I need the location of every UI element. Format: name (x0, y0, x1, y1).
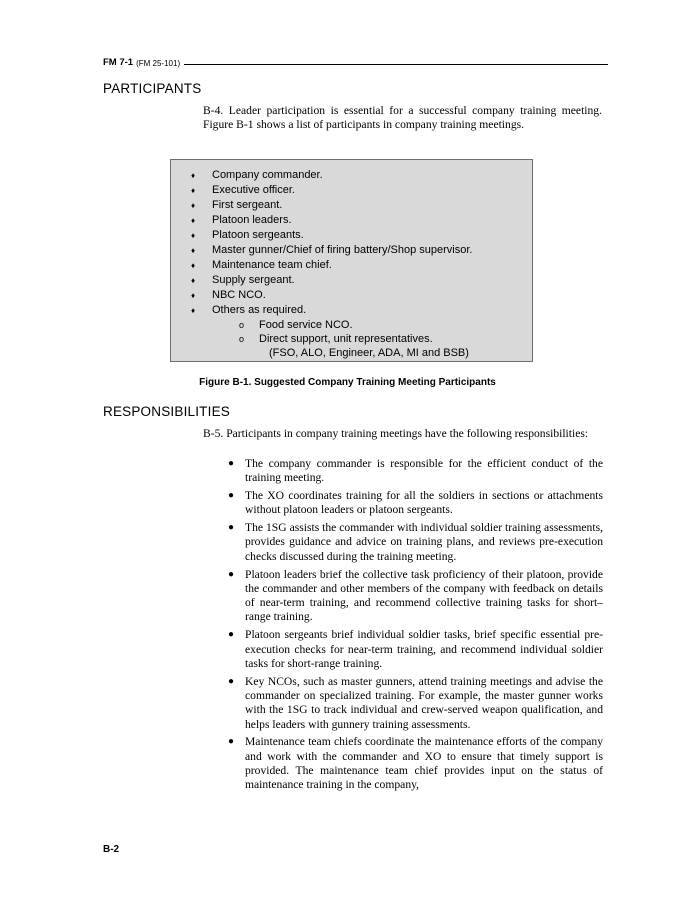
list-item: ● Platoon leaders brief the collective task proficiency of their platoon, provide the commander and other members of the company with feedback on details of near-term training, and recommend collective training tasks for short–range training. (228, 567, 603, 624)
page-number: B-2 (103, 844, 120, 855)
circle-bullet-icon: o (239, 320, 245, 330)
header-rule (184, 64, 608, 65)
list-item: ● Platoon sergeants brief individual soldier tasks, brief specific essential pre-execution checks for near-term training, and recommend individual soldier tasks for short-range training. (228, 628, 603, 670)
participants-paragraph: B-4. Leader participation is essential for a successful company training meeting. Figure B-1 shows a list of participants in company training meetings. (203, 104, 602, 132)
list-item: ♦ Platoon sergeants. (191, 229, 304, 241)
list-item: ♦ Platoon leaders. (191, 214, 292, 226)
circle-bullet-icon: o (239, 334, 245, 344)
bullet-dot-icon: ● (228, 522, 235, 534)
list-item: ♦ Maintenance team chief. (191, 259, 332, 271)
bullet-dot-icon: ● (228, 675, 235, 687)
diamond-bullet-icon: ♦ (191, 216, 196, 225)
diamond-bullet-icon: ♦ (191, 246, 196, 255)
running-header (103, 54, 608, 68)
list-item: o Direct support, unit representatives. (239, 333, 433, 345)
list-item: ♦ Company commander. (191, 169, 323, 181)
bullet-dot-icon: ● (228, 629, 235, 641)
list-item: ● The XO coordinates training for all the soldiers in sections or attachments without platoon leaders or platoon sergeants. (228, 489, 603, 517)
list-item: ♦ Supply sergeant. (191, 274, 295, 286)
diamond-bullet-icon: ♦ (191, 291, 196, 300)
list-item: ● The company commander is responsible for the efficient conduct of the training meeting. (228, 457, 603, 485)
list-item: ♦ First sergeant. (191, 199, 283, 211)
list-item: ♦ Master gunner/Chief of firing battery/Shop supervisor. (191, 244, 473, 256)
list-item: ♦ Executive officer. (191, 184, 295, 196)
diamond-bullet-icon: ♦ (191, 261, 196, 270)
list-item: o Food service NCO. (239, 319, 353, 331)
responsibilities-list (228, 457, 603, 796)
diamond-bullet-icon: ♦ (191, 171, 196, 180)
participants-list (191, 168, 472, 318)
bullet-dot-icon: ● (228, 458, 235, 469)
diamond-bullet-icon: ♦ (191, 276, 196, 285)
bullet-dot-icon: ● (228, 568, 235, 580)
list-item: ● The 1SG assists the commander with individual soldier training assessments, provides guidance and advice on training plans, and reviews pre-execution checks discussed during the training meeting. (228, 521, 603, 563)
figure-caption: Figure B-1. Suggested Company Training Meeting Participants (199, 377, 496, 388)
diamond-bullet-icon: ♦ (191, 306, 196, 315)
list-item: ♦ NBC NCO. (191, 289, 266, 301)
diamond-bullet-icon: ♦ (191, 186, 196, 195)
bullet-dot-icon: ● (228, 736, 235, 748)
responsibilities-paragraph: B-5. Participants in company training meetings have the following responsibilities: (203, 427, 589, 440)
responsibilities-heading: RESPONSIBILITIES (103, 404, 230, 419)
list-item: ♦ Others as required. (191, 304, 307, 316)
diamond-bullet-icon: ♦ (191, 201, 196, 210)
doc-sub-id: (FM 25-101) (136, 59, 181, 68)
list-item: ● Key NCOs, such as master gunners, attend training meetings and advise the commander on specialized training. For example, the master gunner works with the 1SG to track individual and crew-served weapon qualification, and helps leaders with gunnery training assessments. (228, 674, 603, 731)
doc-id: FM 7-1 (103, 57, 134, 68)
list-item: ● Maintenance team chiefs coordinate the maintenance efforts of the company and work with the commander and XO to ensure that timely support is provided. The maintenance team chief provides input on the status of maintenance training in the company, (228, 735, 603, 792)
others-sub-list (239, 318, 469, 360)
sub-item-continuation: (FSO, ALO, Engineer, ADA, MI and BSB) (269, 347, 469, 359)
participants-heading: PARTICIPANTS (103, 81, 202, 96)
bullet-dot-icon: ● (228, 490, 235, 502)
figure-b1-box (170, 159, 533, 362)
diamond-bullet-icon: ♦ (191, 231, 196, 240)
